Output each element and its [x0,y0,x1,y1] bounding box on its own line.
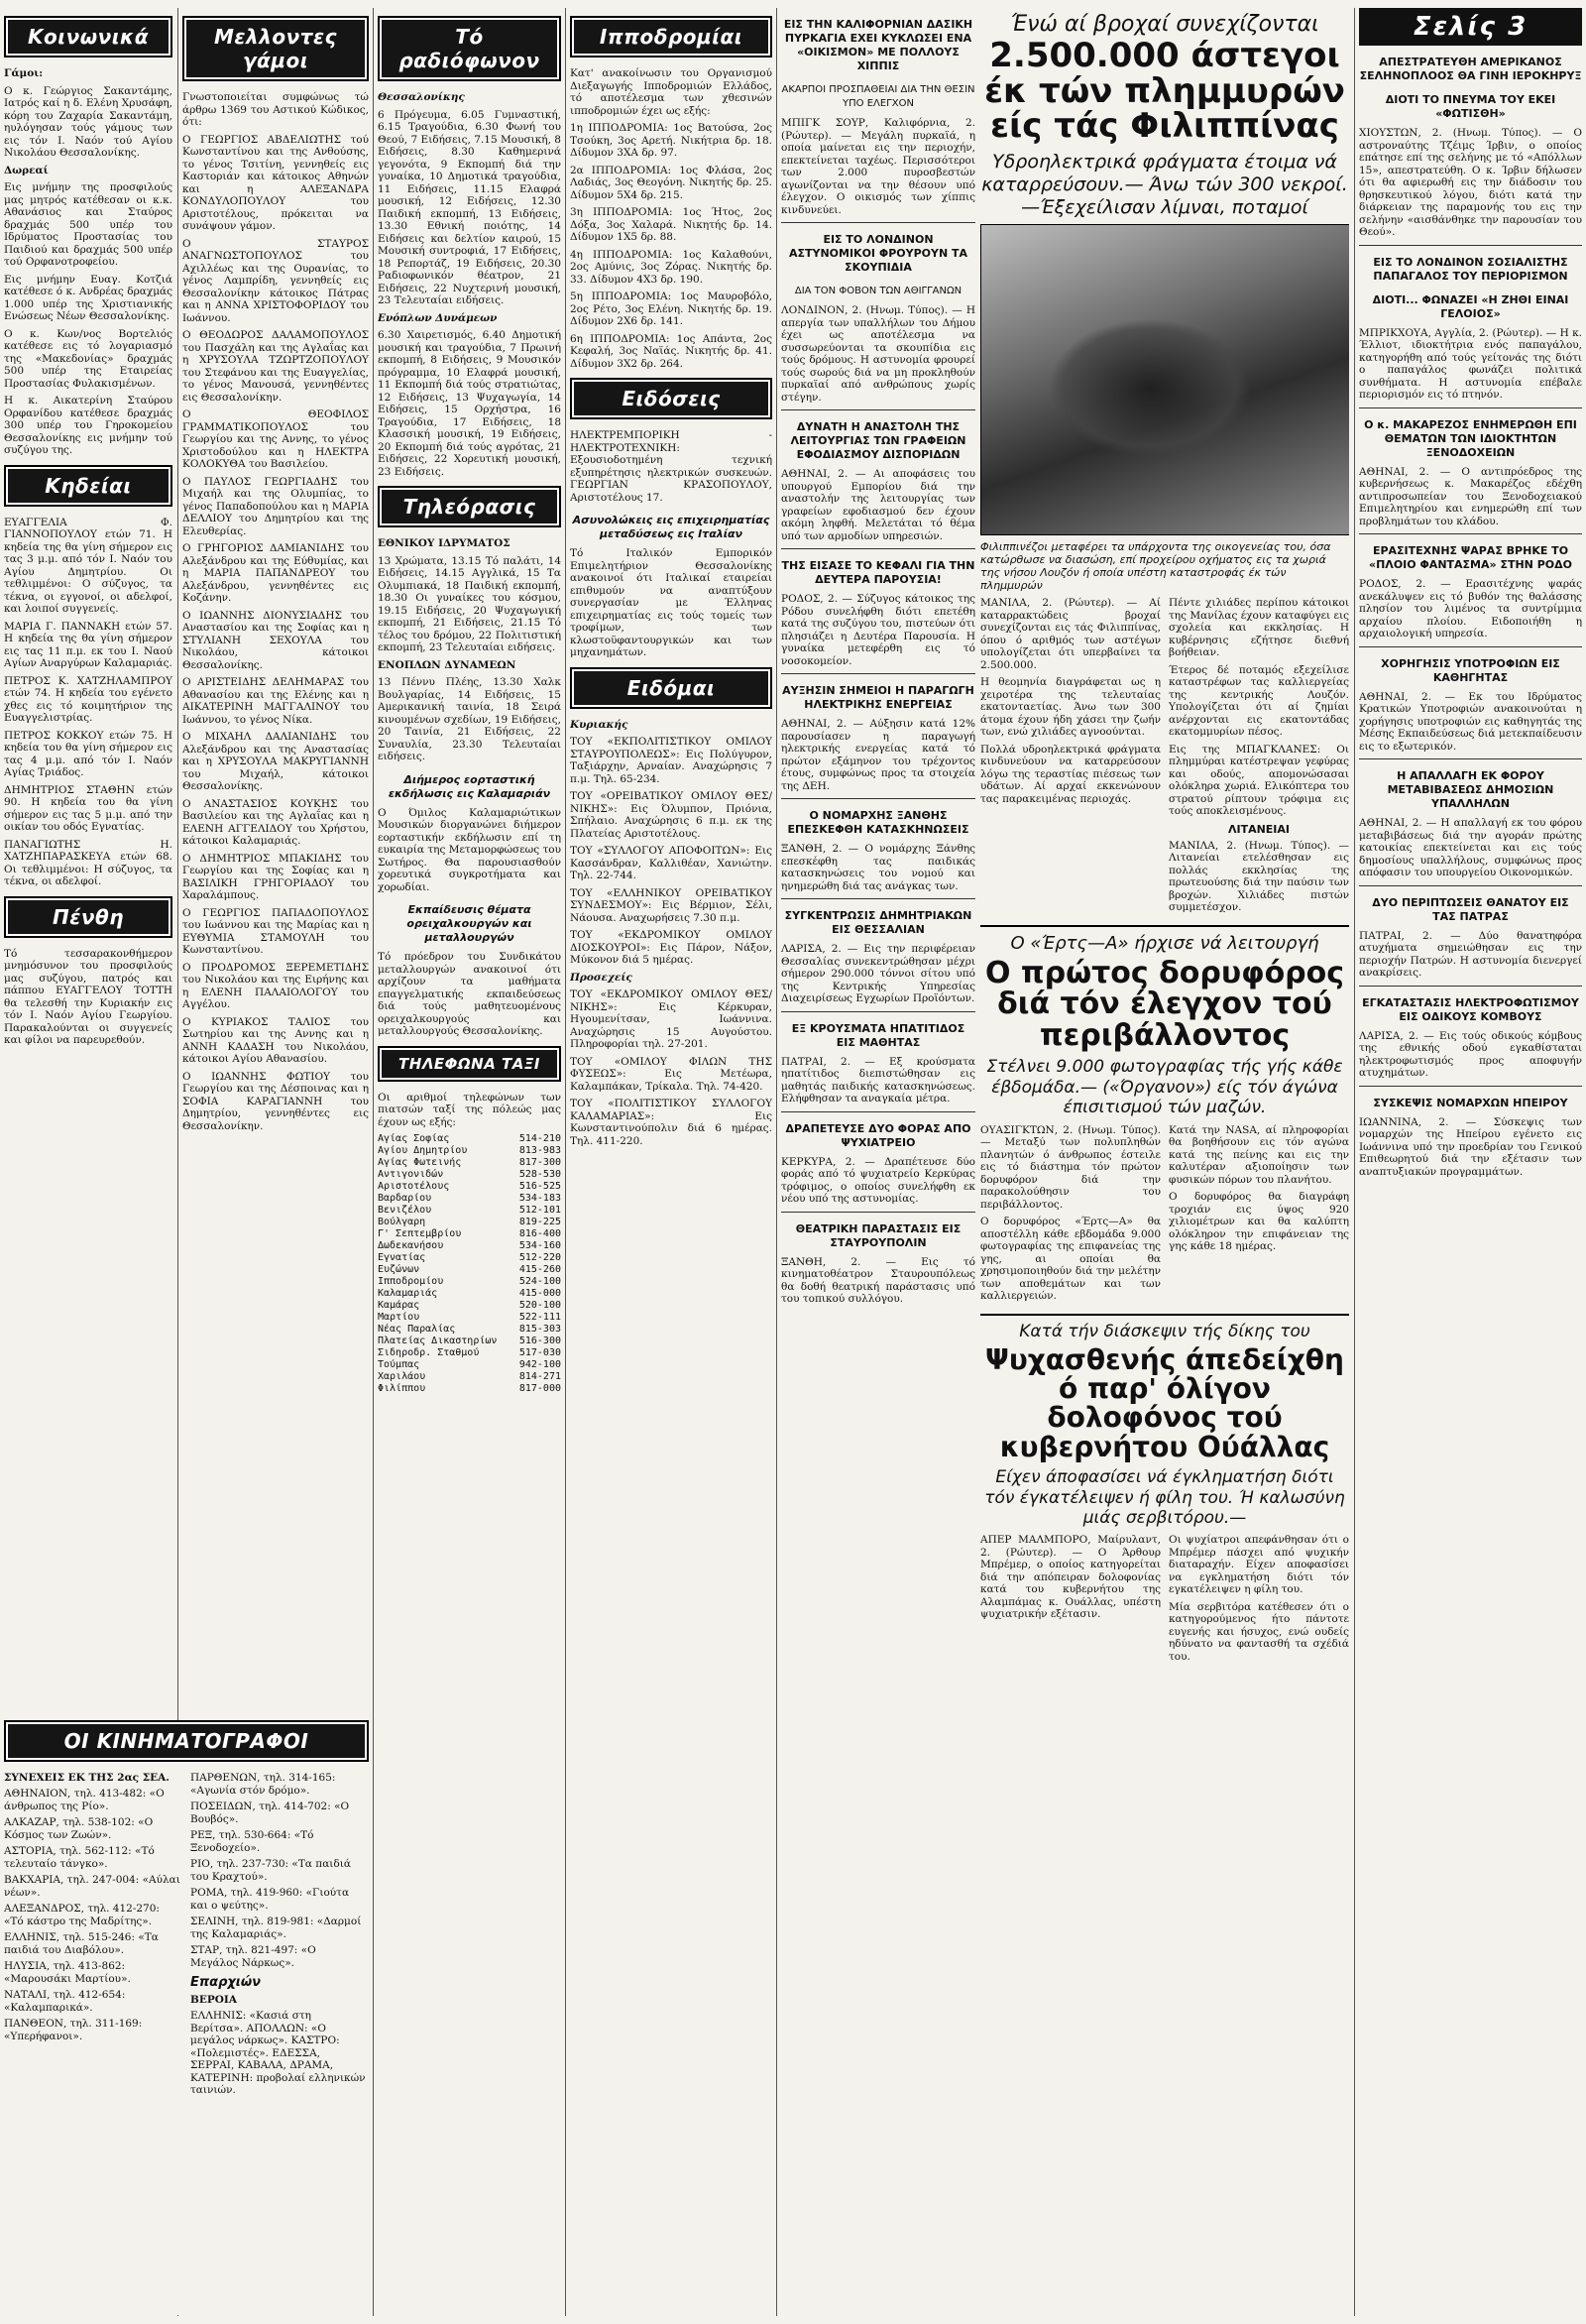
main-story-area [980,8,1349,2316]
article-paragraph: ΠΕΤΡΟΣ Κ. ΧΑΤΖΗΛΑΜΠΡΟΥ ετών 74. Η κηδεία του εγένετο χθες εις τό κοιμητήριον της Ευαγγελιστρίας. [4,674,172,724]
cinema-listing: ΠΑΡΘΕΝΩΝ, τηλ. 314-165: «Αγωνία στόν δρόμο». [190,1772,336,1797]
article-headline: Ο ΝΟΜΑΡΧΗΣ ΞΑΝΘΗΣ ΕΠΕΣΚΕΦΘΗ ΚΑΤΑΣΚΗΝΩΣΕΙΣ [787,809,969,836]
section-banner-cinemas: ΟΙ ΚΙΝΗΜΑΤΟΓΡΑΦΟΙ [4,1720,369,1762]
article-headline: ΧΟΡΗΓΗΣΙΣ ΥΠΟΤΡΟΦΙΩΝ ΕΙΣ ΚΑΘΗΓΗΤΑΣ [1381,656,1560,684]
article-paragraph: Ο ΣΤΑΥΡΟΣ ΑΝΑΓΝΩΣΤΟΠΟΥΛΟΣ του Αχιλλέως και της Ουρανίας, το γένος Λαμπρίδη, γεννηθείς εις Θεσσαλονίκην κάτοικος Πάτρας και η ΑΝΝΑ ΧΡΙΣΤΟΦΟΡΙΔΟΥ του Ιωάννου. [182,237,369,324]
taxi-stand-phone: 512-101 [518,1205,561,1216]
taxi-stand-phone: 815-303 [518,1324,561,1335]
taxi-stand-name: Βενιζέλου [378,1205,432,1216]
taxi-stand-name: Αγίας Φωτεινής [378,1157,462,1168]
excursion-item: ΤΟΥ «ΟΜΙΛΟΥ ΦΙΛΩΝ ΤΗΣ ΦΥΣΕΩΣ»: Εις Μετέωρα, Καλαμπάκαν, Τρίκαλα. Τηλ. 74-420. [570,1055,772,1093]
taxi-row [378,1383,561,1395]
cinema-listing: ΡΙΟ, τηλ. 237-730: «Τα παιδιά του Κραχτού». [190,1858,351,1883]
taxi-stand-name: Γ' Σεπτεμβρίου [378,1228,462,1239]
article-headline: ΔΡΑΠΕΤΕΥΣΕ ΔΥΟ ΦΟΡΑΣ ΑΠΟ ΨΥΧΙΑΤΡΕΙΟ [785,1121,971,1149]
taxi-stand-phone: 516-525 [518,1181,561,1192]
taxi-stand-phone: 517-030 [518,1347,561,1358]
section-banner-tv: Τηλεόρασις [378,486,561,527]
section-banner-eidoseis: Ειδόσεις [570,378,772,419]
business-headline: Ασυνολώκεις εις επιχειρηματίας μεταδύσεως εις Ιταλίαν [572,514,770,540]
article-subheadline: ΔΙΟΤΙ ΤΟ ΠΝΕΥΜΑ ΤΟΥ ΕΚΕΙ «ΦΩΤΙΣΘΗ» [1385,93,1556,120]
taxi-row [378,1193,561,1205]
excursion-item: ΤΟΥ «ΣΥΛΛΟΓΟΥ ΑΠΟΦΟΙΤΩΝ»: Εις Κασσάνδραν, Καλλιθέαν, Χανιώτην. Τηλ. 22-744. [570,845,772,881]
article-headline: ΣΥΓΚΕΝΤΡΩΣΙΣ ΔΗΜΗΤΡΙΑΚΩΝ ΕΙΣ ΘΕΣΣΑΛΙΑΝ [784,909,972,936]
cinema-listing: ΣΤΑΡ, τηλ. 821-497: «Ο Μεγάλος Νάρκως». [190,1944,316,1969]
excursion-item: ΤΟΥ «ΕΚΔΡΟΜΙΚΟΥ ΟΜΙΛΟΥ ΔΙΟΣΚΟΥΡΟΙ»: Εις Πάρον, Νάξον, Μύκονον διά 5 ημέρας. [570,929,772,966]
page-number-logo: Σελίς 3 [1359,8,1582,46]
article-headline: ΕΓΚΑΤΑΣΤΑΣΙΣ ΗΛΕΚΤΡΟΦΩΤΙΣΜΟΥ ΕΙΣ ΟΔΙΚΟΥΣ ΚΟΜΒΟΥΣ [1362,995,1579,1023]
taxi-stand-phone: 415-260 [518,1264,561,1275]
cinema-listing: ΑΘΗΝΑΙΟΝ, τηλ. 413-482: «Ο άνθρωπος της Ρίο». [4,1788,165,1812]
article-paragraph: Κατ' ανακοίνωσιν του Οργανισμού Διεξαγωγής Ιπποδρομιών Ελλάδος, τό αποτέλεσμα των χθεσινών ιπποδρομιών έχει ως εξής: [570,67,772,117]
taxi-row [378,1288,561,1300]
taxi-stand-phone: 520-100 [518,1300,561,1311]
taxi-stand-phone: 522-111 [518,1312,561,1323]
taxi-stand-name: Αριστοτέλους [378,1181,450,1192]
taxi-row [378,1371,561,1383]
section-banner-koinonika: Κοινωνικά [4,16,172,58]
taxi-stand-name: Πλατείας Δικαστηρίων [378,1336,498,1346]
column-7 [1359,8,1582,2316]
article-paragraph: ΞΑΝΘΗ, 2. — Εις τό κινηματοθέατρον Σταυρουπόλεως θα δοθή θεατρική παράστασις υπό του τοπικού συλλόγου. [781,1255,975,1305]
article-paragraph: ΛΑΡΙΣΑ, 2. — Εις τούς οδικούς κόμβους της εθνικής οδού εγκαθίσταται ηλεκτροφωτισμός προς αποφυγήν ατυχημάτων. [1359,1029,1582,1079]
article-paragraph: Τό πρόεδρον του Συνδικάτου μεταλλουργών ανακοινοί ότι αρχίζουν τα μαθήματα επαγγελματικής εκπαιδεύσεως διά τούς μαθητευομένους ορειχαλκουργούς και μεταλλουργούς Θεσσαλονίκης. [378,951,561,1037]
taxi-stand-phone: 942-100 [518,1359,561,1370]
article-paragraph: ΜΠΡΙΚΧΟΥΑ, Αγγλία, 2. (Ρώυτερ). — Η κ. Έλλιοτ, ιδιοκτήτρια ενός παπαγάλου, κατηγορήθη από τούς γείτονάς της διότι ο παπαγάλος φωνάζει πολιτικά συνθήματα. Η αστυνομία επέβαλε περιορισμόν εις τό πτηνόν. [1359,326,1582,401]
article-paragraph: ΜΑΡΙΑ Γ. ΠΑΝΝΑΚΗ ετών 57. Η κηδεία της θα γίνη σήμερον εις τας 11 π.μ. εκ του Ι. Ναού Αγίων Αναργύρων Καλαμαριάς. [4,620,172,669]
article-paragraph: ΜΠΙΓΚ ΣΟΥΡ, Καλιφόρνια, 2. (Ρώυτερ). — Μεγάλη πυρκαϊά, η οποία μαίνεται εις την περιοχήν, επεκτείνεται ταχέως. Περισσότεροι των 2.000 πυροσβεστών αγωνίζονται να την θέσουν υπό έλεγχον. Ο οικισμός των χίππις κινδυνεύει. [781,117,975,216]
article-headline: ΣΥΣΚΕΨΙΣ ΝΟΜΑΡΧΩΝ ΗΠΕΙΡΟΥ [1373,1096,1568,1109]
article-paragraph: Έτερος δέ ποταμός εξεχείλισε καταστρέφων τας καλλιεργείας της κεντρικής Λουζόν. Υπολογίζεται ότι αί ζημίαι ανέρχονται εις εκατοντάδας εκατομμυρίων πέσος. [1169,663,1349,739]
article-paragraph: ΑΘΗΝΑΙ, 2. — Αύξησιν κατά 12% παρουσίασεν η παραγωγή ηλεκτρικής ενεργείας κατά τό πρώτον εξάμηνον του τρέχοντος έτους, συμφώνως προς τα στοιχεία της ΔΕΗ. [781,718,975,792]
taxi-row [378,1336,561,1347]
cinema-listing: ΑΛΕΞΑΝΔΡΟΣ, τηλ. 412-270: «Τό κάστρο της Μαδρίτης». [4,1903,160,1927]
article-paragraph: Ο δορυφόρος θα διαγράφη τροχιάν εις ύψος 920 χιλιομέτρων και θα καλύπτη ολόκληρον την επιφάνειαν της γης κάθε 18 ημέρας. [1169,1191,1349,1253]
taxi-intro: Οι αριθμοί τηλεφώνων των πιατσών ταξί της πόλεώς μας έχουν ως εξής: [378,1091,561,1128]
cinema-listing: ΒΑΚΧΑΡΙΑ, τηλ. 247-004: «Αύλαι νέων». [4,1874,180,1899]
taxi-stand-phone: 813-983 [518,1145,561,1156]
taxi-stand-name: Βούλγαρη [378,1217,426,1227]
article-headline: ΑΥΞΗΣΙΝ ΣΗΜΕΙΟΙ Η ΠΑΡΑΓΩΓΗ ΗΛΕΚΤΡΙΚΗΣ ΕΝΕΡΓΕΙΑΣ [782,684,974,711]
photo-caption: Φιλιππινέζοι μεταφέρει τα υπάρχοντα της οικογενείας του, όσα κατώρθωσε να διασώση, επί προχείρου οχήματος εις τα χωριά της νήσου Λουζόν ή οποία υπέστη καταστροφάς έκ τών πλημμυρών [980,540,1331,593]
article-paragraph: ΔΗΜΗΤΡΙΟΣ ΣΤΑΘΗΝ ετών 90. Η κηδεία του θα γίνη σήμερον εις τας 5 μ.μ. από την οικίαν του οδός Εγνατίας. [4,783,172,833]
excursion-item: ΤΟΥ «ΟΡΕΙΒΑΤΙΚΟΥ ΟΜΙΛΟΥ ΘΕΣ/ΝΙΚΗΣ»: Εις Όλυμπον, Πριόνια, Σπήλαιο. Αναχώρησις 6 π.μ. εκ της Πλατείας Αριστοτέλους. [570,790,772,840]
taxi-stand-phone: 528-530 [518,1169,561,1180]
cinema-listing: ΡΕΞ, τηλ. 530-664: «Τό Ξενοδοχείο». [190,1829,314,1854]
article-paragraph: Ο Όμιλος Καλαμαριώτικων Μουσικών διοργανώνει διήμερον εορταστικήν εκδήλωσιν επί τη ευκαιρία της Μεταμορφώσεως του Σωτήρος. Θα παρουσιασθούν χορευτικά συγκροτήματα και χορωδίαι. [378,806,561,893]
article-subheadline: ΑΚΑΡΠΟΙ ΠΡΟΣΠΑΘΕΙΑΙ ΔΙΑ ΤΗΝ ΘΕΣΙΝ ΥΠΟ ΕΛΕΓΧΟΝ [781,84,975,109]
taxi-stand-phone: 816-400 [518,1228,561,1239]
article-paragraph: ΛΟΝΔΙΝΟΝ, 2. (Ηνωμ. Τύπος). — Η απεργία των υπαλλήλων του Δήμου έχει ως αποτέλεσμα να συσσωρεύονται τα σκουπίδια εις τούς δρόμους. Η αστυνομία φρουρεί τούς σωρούς διά να μη προκληθούν πυρκαϊαί από ανθρώπους χωρίς στέγην. [781,304,975,404]
taxi-row [378,1359,561,1371]
article-paragraph: ΠΑΝΑΓΙΩΤΗΣ Η. ΧΑΤΖΗΠΑΡΑΣΚΕΥΑ ετών 68. Οι τεθλιμμένοι: Η σύζυγος, τα τέκνα, οι αδελφοί. [4,838,172,887]
eparchion-heading: Επαρχιών [190,1975,262,1990]
article-paragraph: Πολλά υδροηλεκτρικά φράγματα κινδυνεύουν να καταρρεύσουν λόγω της τεραστίας πιέσεως των υδάτων. Αί αρχαί εκκενώνουν τας παρακειμένας περιοχάς. [980,743,1161,805]
taxi-stand-phone: 534-183 [518,1193,561,1204]
article-paragraph: ΠΑΤΡΑΙ, 2. — Δύο θανατηφόρα ατυχήματα σημειώθησαν εις την περιοχήν Πατρών. Η αστυνομία διενεργεί ανακρίσεις. [1359,929,1582,979]
taxi-stand-name: Φιλίππου [378,1383,426,1394]
radio-thessaloniki-heading: Θεσσαλονίκης [378,91,465,103]
cinema-listing: ΡΟΜΑ, τηλ. 419-960: «Γιούτα και ο ψεύτης». [190,1887,350,1912]
article-headline: ΑΠΕΣΤΡΑΤΕΥΘΗ ΑΜΕΡΙΚΑΝΟΣ ΣΕΛΗΝΟΠΛΟΟΣ ΘΑ ΓΙΝΗ ΙΕΡΟΚΗΡΥΞ [1359,56,1582,82]
column-2 [182,8,369,1709]
doreai-heading: Δωρεαί [4,164,49,176]
main-subheadline: Υδροηλεκτρικά φράγματα έτοιμα νά καταρρεύσουν.— Άνω τών 300 νεκροί.—Έξεχείλισαν λίμναι, ποταμοί [981,151,1348,218]
race-result: 4η ΙΠΠΟΔΡΟΜΙΑ: 1ος Καλαθούνι, 2ος Αμύνις, 3ος Ζόρας. Νικητής δρ. 33. Δίδυμον 4Χ3 δρ. 190. [570,248,772,286]
wallace-headline: Ψυχασθενής άπεδείχθη ό παρ' όλίγον δολοφόνος τού κυβερνήτου Ούάλλας [985,1342,1344,1463]
taxi-row [378,1240,561,1252]
article-paragraph: ΛΑΡΙΣΑ, 2. — Εις την περιφέρειαν Θεσσαλίας συνεκεντρώθησαν μέχρι σήμερον 290.000 τόννοι σίτου υπό της Κεντρικής Υπηρεσίας Διαχειρίσεως Εγχωρίων Προϊόντων. [781,943,975,1004]
excursion-item: ΤΟΥ «ΕΚΔΡΟΜΙΚΟΥ ΟΜΙΛΟΥ ΘΕΣ/ΝΙΚΗΣ»: Εις Κέρκυραν, Ηγουμενίτσαν, Ιωάννινα. Αναχώρησις 15 Αυγούστου. Πληροφορίαι τηλ. 27-201. [570,988,772,1050]
article-paragraph: Οι ψυχίατροι απεφάνθησαν ότι ο Μπρέμερ πάσχει από ψυχικήν διαταραχήν. Είχεν αποφασίσει να εγκληματήση διότι τόν εγκατέλειψεν η φίλη του. [1169,1534,1349,1596]
flood-photo [980,224,1349,535]
cinema-listing: ΕΛΛΗΝΙΣ, τηλ. 515-246: «Τα παιδιά του Διαβόλου». [4,1931,159,1956]
article-headline: ΕΡΑΣΙΤΕΧΝΗΣ ΨΑΡΑΣ ΒΡΗΚΕ ΤΟ «ΠΛΟΙΟ ΦΑΝΤΑΣΜΑ» ΣΤΗΝ ΡΟΔΟ [1369,544,1572,571]
taxi-stand-name: Σιδηροδρ. Σταθμού [378,1347,480,1358]
article-paragraph: ΠΑΤΡΑΙ, 2. — Εξ κρούσματα ηπατίτιδος διεπιστώθησαν εις μαθητάς παιδικής κατασκηνώσεως. Ελήφθησαν τα αναγκαία μέτρα. [781,1055,975,1104]
section-banner-kideiai: Κηδείαι [4,465,172,507]
taxi-stand-name: Μαρτίου [378,1312,420,1323]
article-paragraph: Ο ΔΗΜΗΤΡΙΟΣ ΜΠΑΚΙΔΗΣ του Γεωργίου και της Σοφίας και η ΒΑΣΙΛΙΚΗ ΓΡΗΓΟΡΙΑΔΟΥ του Χαραλάμπους. [182,852,369,901]
article-paragraph: ΜΑΝΙΛΑ, 2. (Ρώυτερ). — Αί καταρρακτώδεις βροχαί συνεχίζονται εις τάς Φιλιππίνας, όπου ό αριθμός των αστέγων υπολογίζεται ότι υπερβαίνει τα 2.500.000. [980,597,1161,671]
article-paragraph: ΑΘΗΝΑΙ, 2. — Εκ του Ιδρύματος Κρατικών Υποτροφιών ανακοινούται η χορήγησις υποτροφιών εις καθηγητάς της Μέσης Εκπαιδεύσεως διά μετεκπαίδευσιν εις το εξωτερικόν. [1359,690,1582,753]
cinema-listing: ΑΛΚΑΖΑΡ, τηλ. 538-102: «Ο Κόσμος των Ζωών». [4,1816,154,1841]
taxi-stand-phone: 819-225 [518,1217,561,1227]
article-paragraph: Εις μνήμην της προσφιλούς μας μητρός κατέθεσαν οι κ.κ. Αθανάσιος και Σταύρος δραχμάς 500 υπέρ του Ιδρύματος Προστασίας του Παιδιού και δραχμάς 500 υπέρ τού Ορφανοτροφείου. [4,181,172,268]
article-paragraph: Πέντε χιλιάδες περίπου κάτοικοι της Μανίλας έχουν καταφύγει εις σχολεία και εκκλησίας. Η κυβέρνησις εζήτησε διεθνή βοήθειαν. [1169,597,1349,659]
article-subheadline: ΔΙΑ ΤΟΝ ΦΟΒΟΝ ΤΩΝ ΑΘΙΓΓΑΝΩΝ [794,286,963,296]
taxi-stand-name: Χαριλάου [378,1371,426,1382]
article-paragraph: Ο ΠΑΥΛΟΣ ΓΕΩΡΓΙΑΔΗΣ του Μιχαήλ και της Ολυμπίας, το γένος Παπαδοπούλου και η ΜΑΡΙΑ ΔΕΛΛΙΟΥ του Δημητρίου και της Ελευθερίας. [182,475,369,537]
section-banner-radio: Τό ραδιόφωνον [378,16,561,81]
taxi-stand-phone: 817-000 [518,1383,561,1394]
article-headline: ΕΙΣ ΤΟ ΛΟΝΔΙΝΟΝ ΣΟΣΙΑΛΙΣΤΗΣ ΠΑΠΑΓΑΛΟΣ ΤΟΥ ΠΕΡΙΟΡΙΣΜΟΝ [1373,255,1568,283]
main-kicker: Ένώ αί βροχαί συνεχίζονται [1010,12,1319,37]
excursion-item: ΤΟΥ «ΠΟΛΙΤΙΣΤΙΚΟΥ ΣΥΛΛΟΓΟΥ ΚΑΛΑΜΑΡΙΑΣ»: Εις Κωνσταντινούπολιν διά 6 ημέρας. Τηλ. 411-220. [570,1098,772,1147]
article-paragraph: Κατά την NASA, αί πληροφορίαι θα βοηθήσουν εις τόν αγώνα κατά της πείνης και εις την καλυτέραν αξιοποίησιν των φυσικών πόρων του πλανήτου. [1169,1123,1349,1186]
article-paragraph: ΑΠΕΡ ΜΑΛΜΠΟΡΟ, Μαίρυλαντ, 2. (Ρώυτερ). — Ο Άρθουρ Μπρέμερ, ο οποίος κατηγορείται διά την απόπειραν δολοφονίας κατά του κυβερνήτου της Αλαμπάμας κ. Ουάλλας, υπέστη ψυχιατρικήν εξέτασιν. [980,1534,1161,1621]
taxi-row [378,1312,561,1324]
wallace-kicker: Κατά τήν διάσκεψιν τής δίκης του [1019,1321,1310,1341]
article-paragraph: ΕΥΑΓΓΕΛΙΑ Φ. ΓΙΑΝΝΟΠΟΥΛΟΥ ετών 71. Η κηδεία της θα γίνη σήμερον εις τας 3 μ.μ. από τόν Ι. Ναόν του Αγίου Δημητρίου. Οι τεθλιμμένοι: Ο σύζυγος, τα τέκνα, οι εγγονοί, οι αδελφοί, και λοιποί συγγενείς. [4,516,172,615]
article-paragraph: Η θεομηνία διαγράφεται ως η χειροτέρα της τελευταίας εκατονταετίας. Άνω των 300 άτομα έχουν ήδη χάσει την ζωήν των, ενώ χιλιάδες αγνοούνται. [980,676,1161,739]
taxi-row [378,1157,561,1169]
article-paragraph: ΗΛΕΚΤΡΕΜΠΟΡΙΚΗ - ΗΛΕΚΤΡΟΤΕΧΝΙΚΗ: Εξουσιοδοτημένη τεχνική εξυπηρέτησις ηλεκτρικών συσκευών. ΓΕΩΡΓΙΑΝ ΚΡΑΣΟΠΟΥΛΟΥ, Αριστοτέλους 17. [570,429,772,504]
article-paragraph: Τό τεσσαρακονθήμερον μνημόσυνον του προσφιλούς μας συζύγου, πατρός και πάππου ΕΥΑΓΓΕΛΟΥ ΤΟΤΤΗ θα τελεσθή την Κυριακήν εις τόν Ι. Ναόν Αγίου Γεωργίου. Παρακαλούνται οι συγγενείς και φίλοι να παρευρεθούν. [4,947,172,1046]
taxi-stand-name: Δωδεκανήσου [378,1240,444,1251]
wallace-subheadline: Είχεν άποφασίσει νά έγκληματήση διότι τόν έγκατέλειψεν ή φίλη του. Ή καλωσύνη μιάς σερβιτόρου.— [984,1467,1345,1528]
article-paragraph: ΠΕΤΡΟΣ ΚΟΚΚΟΥ ετών 75. Η κηδεία του θα γίνη σήμερον εις τας 4 μ.μ. από τόν Ι. Ναόν Αγίας Τριάδος. [4,729,172,778]
article-paragraph: Ο ΓΕΩΡΓΙΟΣ ΑΒΔΕΛΙΩΤΗΣ τού Κωνσταντίνου και της Ανθούσης, το γένος Τσιτίνη, γεννηθείς εις Καστοριάν και κάτοικος Αθηνών και η ΑΛΕΞΑΝΔΡΑ ΚΟΝΔΥΛΟΠΟΥΛΟΥ του Αριστοτέλους, πρόκειται να συνάψουν γάμον. [182,133,369,232]
taxi-stand-name: Καμάρας [378,1300,420,1311]
taxi-row [378,1205,561,1217]
gamoi-heading: Γάμοι: [4,67,44,79]
kiriakis-heading: Κυριακής [570,718,628,731]
article-paragraph: ΧΙΟΥΣΤΩΝ, 2. (Ηνωμ. Τύπος). — Ο αστροναύτης Τζέιμς Ίρβιν, ο οποίος επάτησε επί της σελήνης με τό «Απόλλων 15», απεστρατεύθη. Ο κ. Ίρβιν δήλωσεν ότι θα αφιερωθή εις την διάδοσιν του θρησκευτικού λόγου, διότι κατά την διάρκειαν της παραμονής του εις την σελήνην «αισθάνθηκε την παρουσίαν του Θεού». [1359,127,1582,238]
article-paragraph: Εις μνήμην Ευαγ. Κοτζιά κατέθεσε ό κ. Ανδρέας δραχμάς 1.000 υπέρ της Χριστιανικής Ενώσεως Νέων Θεσσαλονίκης. [4,273,172,322]
taxi-stand-name: Βαρδαρίου [378,1193,432,1204]
column-4 [570,8,772,2316]
article-headline: Ο κ. ΜΑΚΑΡΕΖΟΣ ΕΝΗΜΕΡΩΘΗ ΕΠΙ ΘΕΜΑΤΩΝ ΤΩΝ ΙΔΙΟΚΤΗΤΩΝ ΞΕΝΟΔΟΧΕΙΩΝ [1364,417,1577,459]
race-result: 1η ΙΠΠΟΔΡΟΜΙΑ: 1ος Βατούσα, 2ος Τσούκη, 3ος Αρετή. Νικήτρια δρ. 18. Δίδυμον 3ΧΑ δρ. 97. [570,122,772,159]
article-paragraph: 13 Χρώματα, 13.15 Τό παλάτι, 14 Ειδήσεις, 14.15 Αγγλικά, 15 Τα Ολυμπιακά, 18 Παιδική εκπομπή, 18.30 Οι γυναίκες του κόσμου, 19.15 Ειδήσεις, 20 Ψυχαγωγική εκπομπή, 21 Ειδήσεις, 21.15 Τό τέλος του δρόμου, 22 Πολιτιστική εκπομπή, 23 Τελευταίαι ειδήσεις. [378,554,561,653]
taxi-stand-name: Ευζώνων [378,1264,420,1275]
cinema-listing: ΣΕΛΙΝΗ, τηλ. 819-981: «Δαρμοί της Καλαμαριάς». [190,1916,362,1940]
article-headline: ΔΥΟ ΠΕΡΙΠΤΩΣΕΙΣ ΘΑΝΑΤΟΥ ΕΙΣ ΤΑΣ ΠΑΤΡΑΣ [1372,895,1569,923]
main-headline: 2.500.000 άστεγοι έκ τών πλημμυρών είς τάς Φιλιππίνας [984,36,1345,147]
taxi-row [378,1324,561,1336]
article-paragraph: Η κ. Αικατερίνη Σταύρου Ορφανίδου κατέθεσε δραχμάς 300 υπέρ του Γηροκομείου Θεσσαλονίκης εις μνήμην τού συζύγου της. [4,395,172,456]
taxi-row [378,1181,561,1193]
satellite-headline: Ο πρώτος δορυφόρος διά τόν έλεγχον τού περιβάλλοντος [984,955,1345,1053]
article-paragraph: Ο ΓΕΩΡΓΙΟΣ ΠΑΠΑΔΟΠΟΥΛΟΣ του Ιωάννου και της Μαρίας και η ΕΥΘΥΜΙΑ ΣΤΑΜΟΥΛΗ του Κωνσταντίνου. [182,906,369,956]
taxi-stand-phone: 534-160 [518,1240,561,1251]
taxi-row [378,1347,561,1359]
taxi-stand-name: Τούμπας [378,1359,420,1370]
taxi-stand-name: Καλαμαριάς [378,1288,438,1299]
article-paragraph: ΞΑΝΘΗ, 2. — Ο νομάρχης Ξάνθης επεσκέφθη τας παιδικάς κατασκηνώσεις του νομού και ηνημερώθη διά τας ανάγκας των. [781,843,975,892]
article-paragraph: Ο ΙΩΑΝΝΗΣ ΔΙΟΝΥΣΙΑΔΗΣ του Αναστασίου και της Σοφίας και η ΣΤΥΛΙΑΝΗ ΣΕΧΟΥΛΑ του Νικολάου, κάτοικοι Θεσσαλονίκης. [182,609,369,671]
article-paragraph: Μία σερβιτόρα κατέθεσεν ότι ο κατηγορούμενος ήτο πάντοτε ευγενής και ήσυχος, ενώ ουδείς ηδύνατο να φαντασθή τα σχέδιά του. [1169,1600,1349,1663]
taxi-stand-phone: 415-000 [518,1288,561,1299]
taxi-stand-phone: 516-300 [518,1336,561,1346]
cinema-provinces: ΕΛΛΗΝΙΣ: «Κασιά στη Βερίτσα». ΑΠΟΛΛΩΝ: «Ο μεγάλος νάρκως». ΚΑΣΤΡΟ: «Πολεμιστές». ΕΔΕΣΣΑ, ΣΕΡΡΑΙ, ΚΑΒΑΛΑ, ΔΡΑΜΑ, ΚΑΤΕΡΙΝΗ: προβολαί ελληνικών ταινιών. [190,2010,366,2096]
taxi-stand-name: Αντιγονιδών [378,1169,444,1180]
race-result: 3η ΙΠΠΟΔΡΟΜΙΑ: 1ος Ήτος, 2ος Δόξα, 3ος Χαλαρά. Νικητής δρ. 14. Δίδυμον 1Χ5 δρ. 88. [570,206,772,243]
article-headline: ΤΗΣ ΕΙΣΑΣΕ ΤΟ ΚΕΦΑΛΙ ΓΙΑ ΤΗΝ ΔΕΥΤΕΡΑ ΠΑΡΟΥΣΙΑ! [781,559,975,586]
taxi-row [378,1264,561,1276]
article-paragraph: ΡΟΔΟΣ, 2. — Ερασιτέχνης ψαράς ανεκάλυψεν εις τό βυθόν της θαλάσσης πλησίον του λιμένος τα συντρίμμια αρχαίου πλοίου. Ειδοποιήθη η αρχαιολογική υπηρεσία. [1359,578,1582,639]
taxi-stand-name: Αγίου Δημητρίου [378,1145,468,1156]
article-paragraph: 13 Πέννυ Πλέης, 13.30 Χαλκ Βουλγαρίας, 14 Ειδήσεις, 15 Αμερικανική ταινία, 18 Σειρά κινουμένων σχεδίων, 19 Ειδήσεις, 20 Ταινία, 21 Ειδήσεις, 22 Συναυλία, 23.30 Τελευταίαι ειδήσεις. [378,676,561,762]
article-paragraph: Ο ΜΙΧΑΗΛ ΔΑΛΙΑΝΙΔΗΣ του Αλεξάνδρου και της Αναστασίας και η ΧΡΥΣΟΥΛΑ ΜΑΚΡΥΓΙΑΝΝΗ του Μιχαήλ, κάτοικοι Θεσσαλονίκης. [182,731,369,792]
litaneiai-heading: ΛΙΤΑΝΕΙΑΙ [1227,822,1291,836]
taxi-stand-phone: 817-300 [518,1157,561,1168]
taxi-row [378,1217,561,1228]
article-paragraph: ΑΘΗΝΑΙ, 2. — Η απαλλαγή εκ του φόρου μεταβιβάσεως διά την αγοράν πρώτης κατοικίας επεκτείνεται και εις τούς δημοσίους υπαλλήλους, συμφώνως προς απόφασιν του υπουργείου Οικονομικών. [1359,817,1582,878]
article-paragraph: Εις της ΜΠΑΓΚΛΑΝΕΣ: Οι πλημμύραι κατέστρεψαν γεφύρας και οδούς, απομονώσασαι ολόκληρα χωριά. Ελικόπτερα του στρατού ρίπτουν τρόφιμα εις τούς αποκλεισμένους. [1169,743,1349,818]
event-headline: Διήμερος εορταστική εκδήλωσις εις Καλαμαριάν [388,772,551,800]
taxi-row [378,1300,561,1312]
article-subheadline: ΔΙΟΤΙ... ΦΩΝΑΖΕΙ «Η ΖΗΘΙ ΕΙΝΑΙ ΓΕΛΟΙΟΣ» [1372,292,1569,320]
article-paragraph: ΟΥΑΣΙΓΚΤΩΝ, 2. (Ηνωμ. Τύπος). — Μεταξύ των πολυπληθών πλανητών ό άνθρωπος έστειλε εις τό διάστημα τόν πρώτον δορυφόρον διά την παρακολούθησιν του περιβάλλοντος. [980,1123,1161,1211]
section-banner-taxi: ΤΗΛΕΦΩΝΑ ΤΑΞΙ [378,1046,561,1082]
taxi-stand-name: Εγνατίας [378,1252,426,1263]
section-banner-mellontes-gamoi: Μελλοντες γάμοι [182,16,369,81]
taxi-stand-name: Ιπποδρομίου [378,1276,444,1287]
taxi-stand-name: Νέας Παραλίας [378,1324,456,1335]
excursion-item: ΤΟΥ «ΕΚΠΟΛΙΤΙΣΤΙΚΟΥ ΟΜΙΛΟΥ ΣΤΑΥΡΟΥΠΟΛΕΩΣ»: Εις Πολύγυρον, Ταξιάρχην, Αρναίαν. Αναχώρησις 7 π.μ. Τηλ. 65-234. [570,736,772,785]
veria-heading: ΒΕΡΟΙΑ [190,1994,237,2006]
article-paragraph: Ο ΓΡΗΓΟΡΙΟΣ ΔΑΜΙΑΝΙΔΗΣ του Αλεξάνδρου και της Εύθυμίας, και η ΜΑΡΙΑ ΠΑΠΑΝΔΡΕΟΥ του Αλεξάνδρου, γεννηθέντες εις Κοζάνην. [182,542,369,604]
cinema-listing: ΠΟΣΕΙΔΩΝ, τηλ. 414-702: «Ο Βουβός». [190,1801,350,1825]
cinema-section [4,1720,369,2315]
taxi-stand-phone: 814-271 [518,1371,561,1382]
article-paragraph: Ο ΚΥΡΙΑΚΟΣ ΤΑΛΙΟΣ του Σωτηρίου και της Αννης και η ΑΝΝΗ ΚΑΔΑΣΗ του Νικολάου, κάτοικοι Αγίου Αθανασίου. [182,1015,369,1065]
article-headline: ΕΙΣ ΤΗΝ ΚΑΛΙΦΟΡΝΙΑΝ ΔΑΣΙΚΗ ΠΥΡΚΑΓΙΑ ΕΧΕΙ ΚΥΚΛΩΣΕΙ ΕΝΑ «ΟΙΚΙΣΜΟΝ» ΜΕ ΠΟΛΛΟΥΣ ΧΙΠΠΙΣ [783,18,973,72]
column-5 [781,8,975,2316]
taxi-row [378,1228,561,1240]
race-result: 5η ΙΠΠΟΔΡΟΜΙΑ: 1ος Μαυροβόλο, 2ος Ρέτο, 3ος Ελένη. Νικητής δρ. 19. Δίδυμον 2Χ6 δρ. 141. [570,290,772,327]
training-headline: Εκπαίδευσις θέματα ορειχαλκουργών και μεταλλουργών [406,903,532,944]
taxi-row [378,1252,561,1264]
race-result: 6η ΙΠΠΟΔΡΟΜΙΑ: 1ος Απάντα, 2ος Κεφαλή, 3ος Ναϊάς. Νικητής δρ. 41. Δίδυμον 3Χ2 δρ. 264. [570,332,772,370]
taxi-stand-phone: 512-220 [518,1252,561,1263]
taxi-row [378,1133,561,1145]
article-paragraph: Ο κ. Γεώργιος Σακαντάμης, Ιατρός καί η δ. Ελένη Χρυσάφη, κόρη του Ζαχαρία Σακαντάμη, ηυλόγησαν τούς γάμους των εις τόν Ι. Ναόν τού Αγίου Νικολάου Θεσσαλονίκης. [4,84,172,159]
article-headline: ΕΞ ΚΡΟΥΣΜΑΤΑ ΗΠΑΤΙΤΙΔΟΣ ΕΙΣ ΜΑΘΗΤΑΣ [791,1021,965,1049]
taxi-stand-phone: 524-100 [518,1276,561,1287]
article-paragraph: ΡΟΔΟΣ, 2. — Σύζυγος κάτοικος της Ρόδου συνελήφθη διότι επετέθη κατά της συζύγου του, πιστεύων ότι πλησιάζει η Δευτέρα Παρουσία. Η γυναίκα μετεφέρθη εις τό νοσοκομείον. [781,593,975,667]
section-banner-ippodromiai: Ιπποδρομίαι [570,16,772,58]
article-headline: ΘΕΑΤΡΙΚΗ ΠΑΡΑΣΤΑΣΙΣ ΕΙΣ ΣΤΑΥΡΟΥΠΟΛΙΝ [795,1221,962,1249]
taxi-stand-phone: 514-210 [518,1133,561,1144]
article-headline: Η ΑΠΑΛΛΑΓΗ ΕΚ ΦΟΡΟΥ ΜΕΤΑΒΙΒΑΣΕΩΣ ΔΗΜΟΣΙΩΝ ΥΠΑΛΛΗΛΩΝ [1387,769,1554,810]
section-banner-penthi: Πένθη [4,896,172,938]
satellite-subheadline: Στέλνει 9.000 φωτογραφίας τής γής κάθε έβδομάδα.— («Όργανον») είς τόν άγώνα έπισιτισμού τών μαζών. [986,1057,1343,1118]
article-paragraph: Ο δορυφόρος «Έρτς—Α» θα αποστέλλη κάθε εβδομάδα 9.000 φωτογραφίας της επιφανείας της γης, αι οποίαι θα χρησιμοποιηθούν διά την μελέτην των αποθεμάτων και των καλλιεργειών. [980,1216,1161,1303]
article-paragraph: Τό Ιταλικόν Εμπορικόν Επιμελητήριον Θεσσαλονίκης ανακοινοί ότι Ιταλικαί εταιρείαι επιθυμούν να αναπτύξουν συνεργασίαν με Έλληνας επιχειρηματίας εις τούς τομείς των τροφίμων, των κλωστοϋφαντουργικών και των μηχανημάτων. [570,547,772,658]
taxi-stand-name: Αγίας Σοφίας [378,1133,450,1144]
article-paragraph: Ο ΘΕΟΔΩΡΟΣ ΔΑΛΑΜΟΠΟΥΛΟΣ του Πασχάλη και της Αγλαΐας και η ΧΡΥΣΟΥΛΑ ΤΖΩΡΤΖΟΠΟΥΛΟΥ του Στεφάνου και της Ευαγγελίας, το γένος Μανουσά, γεννηθέντες εις Θεσσαλονίκην. [182,329,369,404]
article-paragraph: 6 Πρόγευμα, 6.05 Γυμναστική, 6.15 Τραγούδια, 6.30 Φωνή του Θεού, 7 Ειδήσεις, 7.15 Μουσική, 8 Ειδήσεις, 8.30 Καθημερινά γεγονότα, 9 Εκπομπή διά την γυναίκα, 10 Δημοτικά τραγούδια, 11 Ειδήσεις, 11.15 Ελαφρά μουσική, 12 Ειδήσεις, 12.30 Παιδική εκπομπή, 13 Ειδήσεις, 13.30 Εθνική ποιότης, 14 Ειδήσεις και δελτίον καιρού, 15 Μουσική συντροφιά, 17 Ειδήσεις, 18 Ρεπορτάζ, 19 Ειδήσεις, 20.30 Ραδιοφωνικόν θέατρον, 21 Ειδήσεις, 22 Νυχτερινή μουσική, 23 Τελευταίαι ειδήσεις. [378,108,561,306]
taxi-row [378,1145,561,1157]
article-paragraph: ΚΕΡΚΥΡΑ, 2. — Δραπέτευσε δύο φοράς από τό ψυχιατρείο Κερκύρας τρόφιμος, ο οποίος συνελήφθη εκ νέου υπό της αστυνομίας. [781,1155,975,1205]
taxi-phone-list [378,1133,561,1395]
article-paragraph: Ο ΑΡΙΣΤΕΙΔΗΣ ΔΕΛΗΜΑΡΑΣ του Αθανασίου και της Ελένης και η ΑΙΚΑΤΕΡΙΝΗ ΜΑΓΓΑΛΙΝΟΥ του Ιωάννου, το γένος Νίκα. [182,676,369,726]
tv-enoplon-heading: ΕΝΟΠΛΩΝ ΔΥΝΑΜΕΩΝ [378,658,516,671]
taxi-row [378,1169,561,1181]
article-headline: ΔΥΝΑΤΗ Η ΑΝΑΣΤΟΛΗ ΤΗΣ ΛΕΙΤΟΥΡΓΙΑΣ ΤΩΝ ΓΡΑΦΕΙΩΝ ΕΦΟΔΙΑΣΜΟΥ ΔΙΣΠΟΡΙΔΩΝ [790,420,966,461]
radio-enoplon-heading: Ενόπλων Δυνάμεων [378,311,498,324]
proseches-heading: Προσεχείς [570,971,632,984]
article-paragraph: Ο ΘΕΟΦΙΛΟΣ ΓΡΑΜΜΑΤΙΚΟΠΟΥΛΟΣ του Γεωργίου και της Αννης, το γένος Χριστοδούλου και η ΗΛΕΚΤΡΑ ΚΟΛΟΚΥΘΑ του Βασιλείου. [182,408,369,470]
article-paragraph: ΜΑΝΙΛΑ, 2. (Ηνωμ. Τύπος). — Λιτανείαι ετελέσθησαν εις πολλάς εκκλησίας της πρωτευούσης διά την παύσιν των βροχών. Χιλιάδες πιστών συμμετέσχον. [1169,839,1349,914]
tv-eiri-heading: ΕΘΝΙΚΟΥ ΙΔΡΥΜΑΤΟΣ [378,537,510,549]
cinema-listing: ΗΛΥΣΙΑ, τηλ. 413-862: «Μαρουσάκι Μαρτίου». [4,1960,131,1985]
article-paragraph: ΑΘΗΝΑΙ, 2. — Ο αντιπρόεδρος της κυβερνήσεως κ. Μακαρέζος εδέχθη αντιπροσωπείαν του Ξενοδοχειακού Επιμελητηρίου και ενημερώθη επί των προβλημάτων του κλάδου. [1359,465,1582,527]
race-result: 2α ΙΠΠΟΔΡΟΜΙΑ: 1ος Φλάσα, 2ος Λαδιάς, 3ος Θεογόνη. Νικητής δρ. 25. Δίδυμον 5Χ4 δρ. 215. [570,164,772,201]
excursion-item: ΤΟΥ «ΕΛΛΗΝΙΚΟΥ ΟΡΕΙΒΑΤΙΚΟΥ ΣΥΝΔΕΣΜΟΥ»: Εις Βέρμιον, Σέλι, Νάουσα. Αναχωρήσεις 7.30 π.μ. [570,886,772,924]
article-paragraph: ΙΩΑΝΝΙΝΑ, 2. — Σύσκεψις των νομαρχών της Ηπείρου εγένετο εις Ιωάννινα υπό την προεδρίαν του Γενικού Επιθεωρητού διά την εξέτασιν των αναπτυξιακών προγραμμάτων. [1359,1115,1582,1178]
article-paragraph: Ο κ. Κων/νος Βορτελιός κατέθεσε εις τό λογαριασμό της «Μακεδονίας» δραχμάς 500 υπέρ της Εταιρείας Προστασίας Φυλακισμένων. [4,327,172,390]
column-3 [378,8,561,2316]
article-paragraph: Ο ΑΝΑΣΤΑΣΙΟΣ ΚΟΥΚΗΣ του Βασιλείου και της Αγλαΐας και η ΕΛΕΝΗ ΑΓΓΕΛΙΔΟΥ του Χρήστου, κάτοικοι Καλαμαριάς. [182,797,369,847]
cinema-listing: ΝΑΤΑΛΙ, τηλ. 412-654: «Καλαμπαρικά». [4,1989,126,2014]
taxi-row [378,1276,561,1288]
article-paragraph: Γνωστοποιείται συμφώνως τώ άρθρω 1369 του Αστικού Κώδικος, ότι: [182,91,369,128]
cinema-listing: ΑΣΤΟΡΙΑ, τηλ. 562-112: «Τό τελευταίο τάνγκο». [4,1845,155,1870]
article-headline: ΕΙΣ ΤΟ ΛΟΝΔΙΝΟΝ ΑΣΤΥΝΟΜΙΚΟΙ ΦΡΟΥΡΟΥΝ ΤΑ ΣΚΟΥΠΙΔΙΑ [788,233,968,274]
cinema-intro: ΣΥΝΕΧΕΙΣ ΕΚ ΤΗΣ 2ας ΣΕΑ. [4,1772,170,1784]
article-paragraph: Ο ΠΡΟΔΡΟΜΟΣ ΞΕΡΕΜΕΤΙΔΗΣ του Νικολάου και της Ειρήνης και η ΕΛΕΝΗ ΠΑΛΑΙΟΛΟΓΟΥ του Αγγέλου. [182,961,369,1010]
article-paragraph: 6.30 Χαιρετισμός, 6.40 Δημοτική μουσική και τραγούδια, 7 Πρωινή εκπομπή, 8 Ειδήσεις, 9 Μουσικόν πρόγραμμα, 10 Ελαφρά μουσική, 11 Εκπομπή διά τούς στρατιώτας, 12 Ειδήσεις, 13 Ψυχαγωγία, 14 Ειδήσεις, 15 Ορχήστρα, 16 Τραγούδια, 17 Ειδήσεις, 18 Κλασσική μουσική, 19 Ειδήσεις, 20 Εκπομπή διά τούς αγρότας, 21 Ειδήσεις, 22 Χορευτική μουσική, 23 Ειδήσεις. [378,329,561,478]
satellite-kicker: Ο «Έρτς—Α» ήρχισε νά λειτουργή [1010,932,1319,954]
article-paragraph: Ο ΙΩΑΝΝΗΣ ΦΩΤΙΟΥ του Γεωργίου και της Δέσποινας και η ΣΟΦΙΑ ΚΑΡΑΓΙΑΝΝΗ του Δημητρίου, γεννηθέντες εις Θεσσαλονίκην. [182,1070,369,1132]
cinema-listing: ΠΑΝΘΕΟΝ, τηλ. 311-169: «Υπερήφανοι». [4,2018,143,2042]
section-banner-eidomai: Ειδόμαι [570,667,772,709]
article-paragraph: ΑΘΗΝΑΙ, 2. — Αι αποφάσεις του υπουργού Εμπορίου διά την αναστολήν της λειτουργίας των γραφείων εφοδιασμού δεν έχουν ακόμη ληφθή. Μελετάται τό θέμα υπό των αρμοδίων υπηρεσιών. [781,468,975,542]
